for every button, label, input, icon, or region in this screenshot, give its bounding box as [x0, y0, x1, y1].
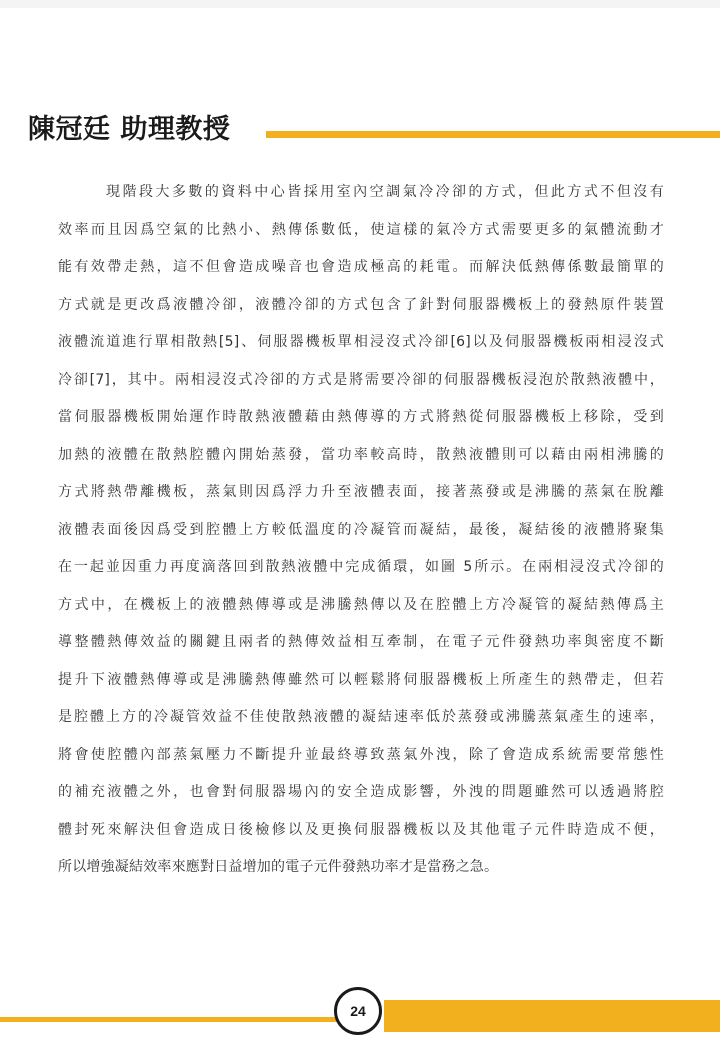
text-line: 效率而且因爲空氣的比熱小、熱傳係數低，使這樣的氣冷方式需要更多的氣體流動才 [58, 221, 664, 238]
text-line: 冷卻[7]，其中。兩相浸沒式冷卻的方式是將需要冷卻的伺服器機板浸泡於散熱液體中， [58, 371, 664, 388]
text-line: 方式中，在機板上的液體熱傳導或是沸騰熱傳以及在腔體上方冷凝管的凝結熱傳爲主 [58, 596, 664, 613]
text-line: 液體表面後因爲受到腔體上方較低溫度的冷凝管而凝結，最後，凝結後的液體將聚集 [58, 521, 664, 538]
text-line: 在一起並因重力再度滴落回到散熱液體中完成循環，如圖 5所示。在兩相浸沒式冷卻的 [58, 559, 664, 575]
footer-rule-right [384, 1000, 720, 1032]
heading-accent-rule [266, 131, 720, 138]
text-line: 所以增強凝結效率來應對日益增加的電子元件發熱功率才是當務之急。 [58, 859, 499, 875]
text-line: 液體流道進行單相散熱[5]、伺服器機板單相浸沒式冷卻[6]以及伺服器機板兩相浸沒式 [58, 334, 664, 350]
text-line: 方式就是更改爲液體冷卻，液體冷卻的方式包含了針對伺服器機板上的發熱原件裝置 [58, 296, 664, 313]
text-line: 的補充液體之外，也會對伺服器場內的安全造成影響，外洩的問題雖然可以透過將腔 [58, 784, 664, 800]
text-line: 方式將熱帶離機板，蒸氣則因爲浮力升至液體表面，接著蒸發或是沸騰的蒸氣在脫離 [58, 484, 664, 500]
text-line: 當伺服器機板開始運作時散熱液體藉由熱傳導的方式將熱從伺服器機板上移除，受到 [58, 409, 664, 425]
text-line: 是腔體上方的冷凝管效益不佳使散熱液體的凝結速率低於蒸發或沸騰蒸氣產生的速率， [58, 709, 664, 725]
heading-title: 陳冠廷 助理教授 [28, 114, 231, 145]
text-line: 加熱的液體在散熱腔體內開始蒸發，當功率較高時，散熱液體則可以藉由兩相沸騰的 [58, 446, 664, 463]
text-line: 現階段大多數的資料中心皆採用室內空調氣冷冷卻的方式，但此方式不但沒有 [106, 184, 664, 200]
top-band [0, 0, 720, 8]
text-line: 將會使腔體內部蒸氣壓力不斷提升並最終導致蒸氣外洩，除了會造成系統需要常態性 [58, 746, 664, 763]
body-paragraph [58, 174, 664, 887]
text-line: 導整體熱傳效益的關鍵且兩者的熱傳效益相互牽制，在電子元件發熱功率與密度不斷 [58, 634, 664, 650]
text-line: 體封死來解決但會造成日後檢修以及更換伺服器機板以及其他電子元件時造成不便， [58, 821, 664, 838]
page-number: 24 [334, 987, 382, 1035]
section-heading [28, 112, 720, 152]
footer-rule-left [0, 1017, 338, 1022]
text-line: 能有效帶走熱，這不但會造成噪音也會造成極高的耗電。而解決低熱傳係數最簡單的 [58, 259, 664, 275]
text-line: 提升下液體熱傳導或是沸騰熱傳雖然可以輕鬆將伺服器機板上所產生的熱帶走，但若 [58, 671, 664, 688]
